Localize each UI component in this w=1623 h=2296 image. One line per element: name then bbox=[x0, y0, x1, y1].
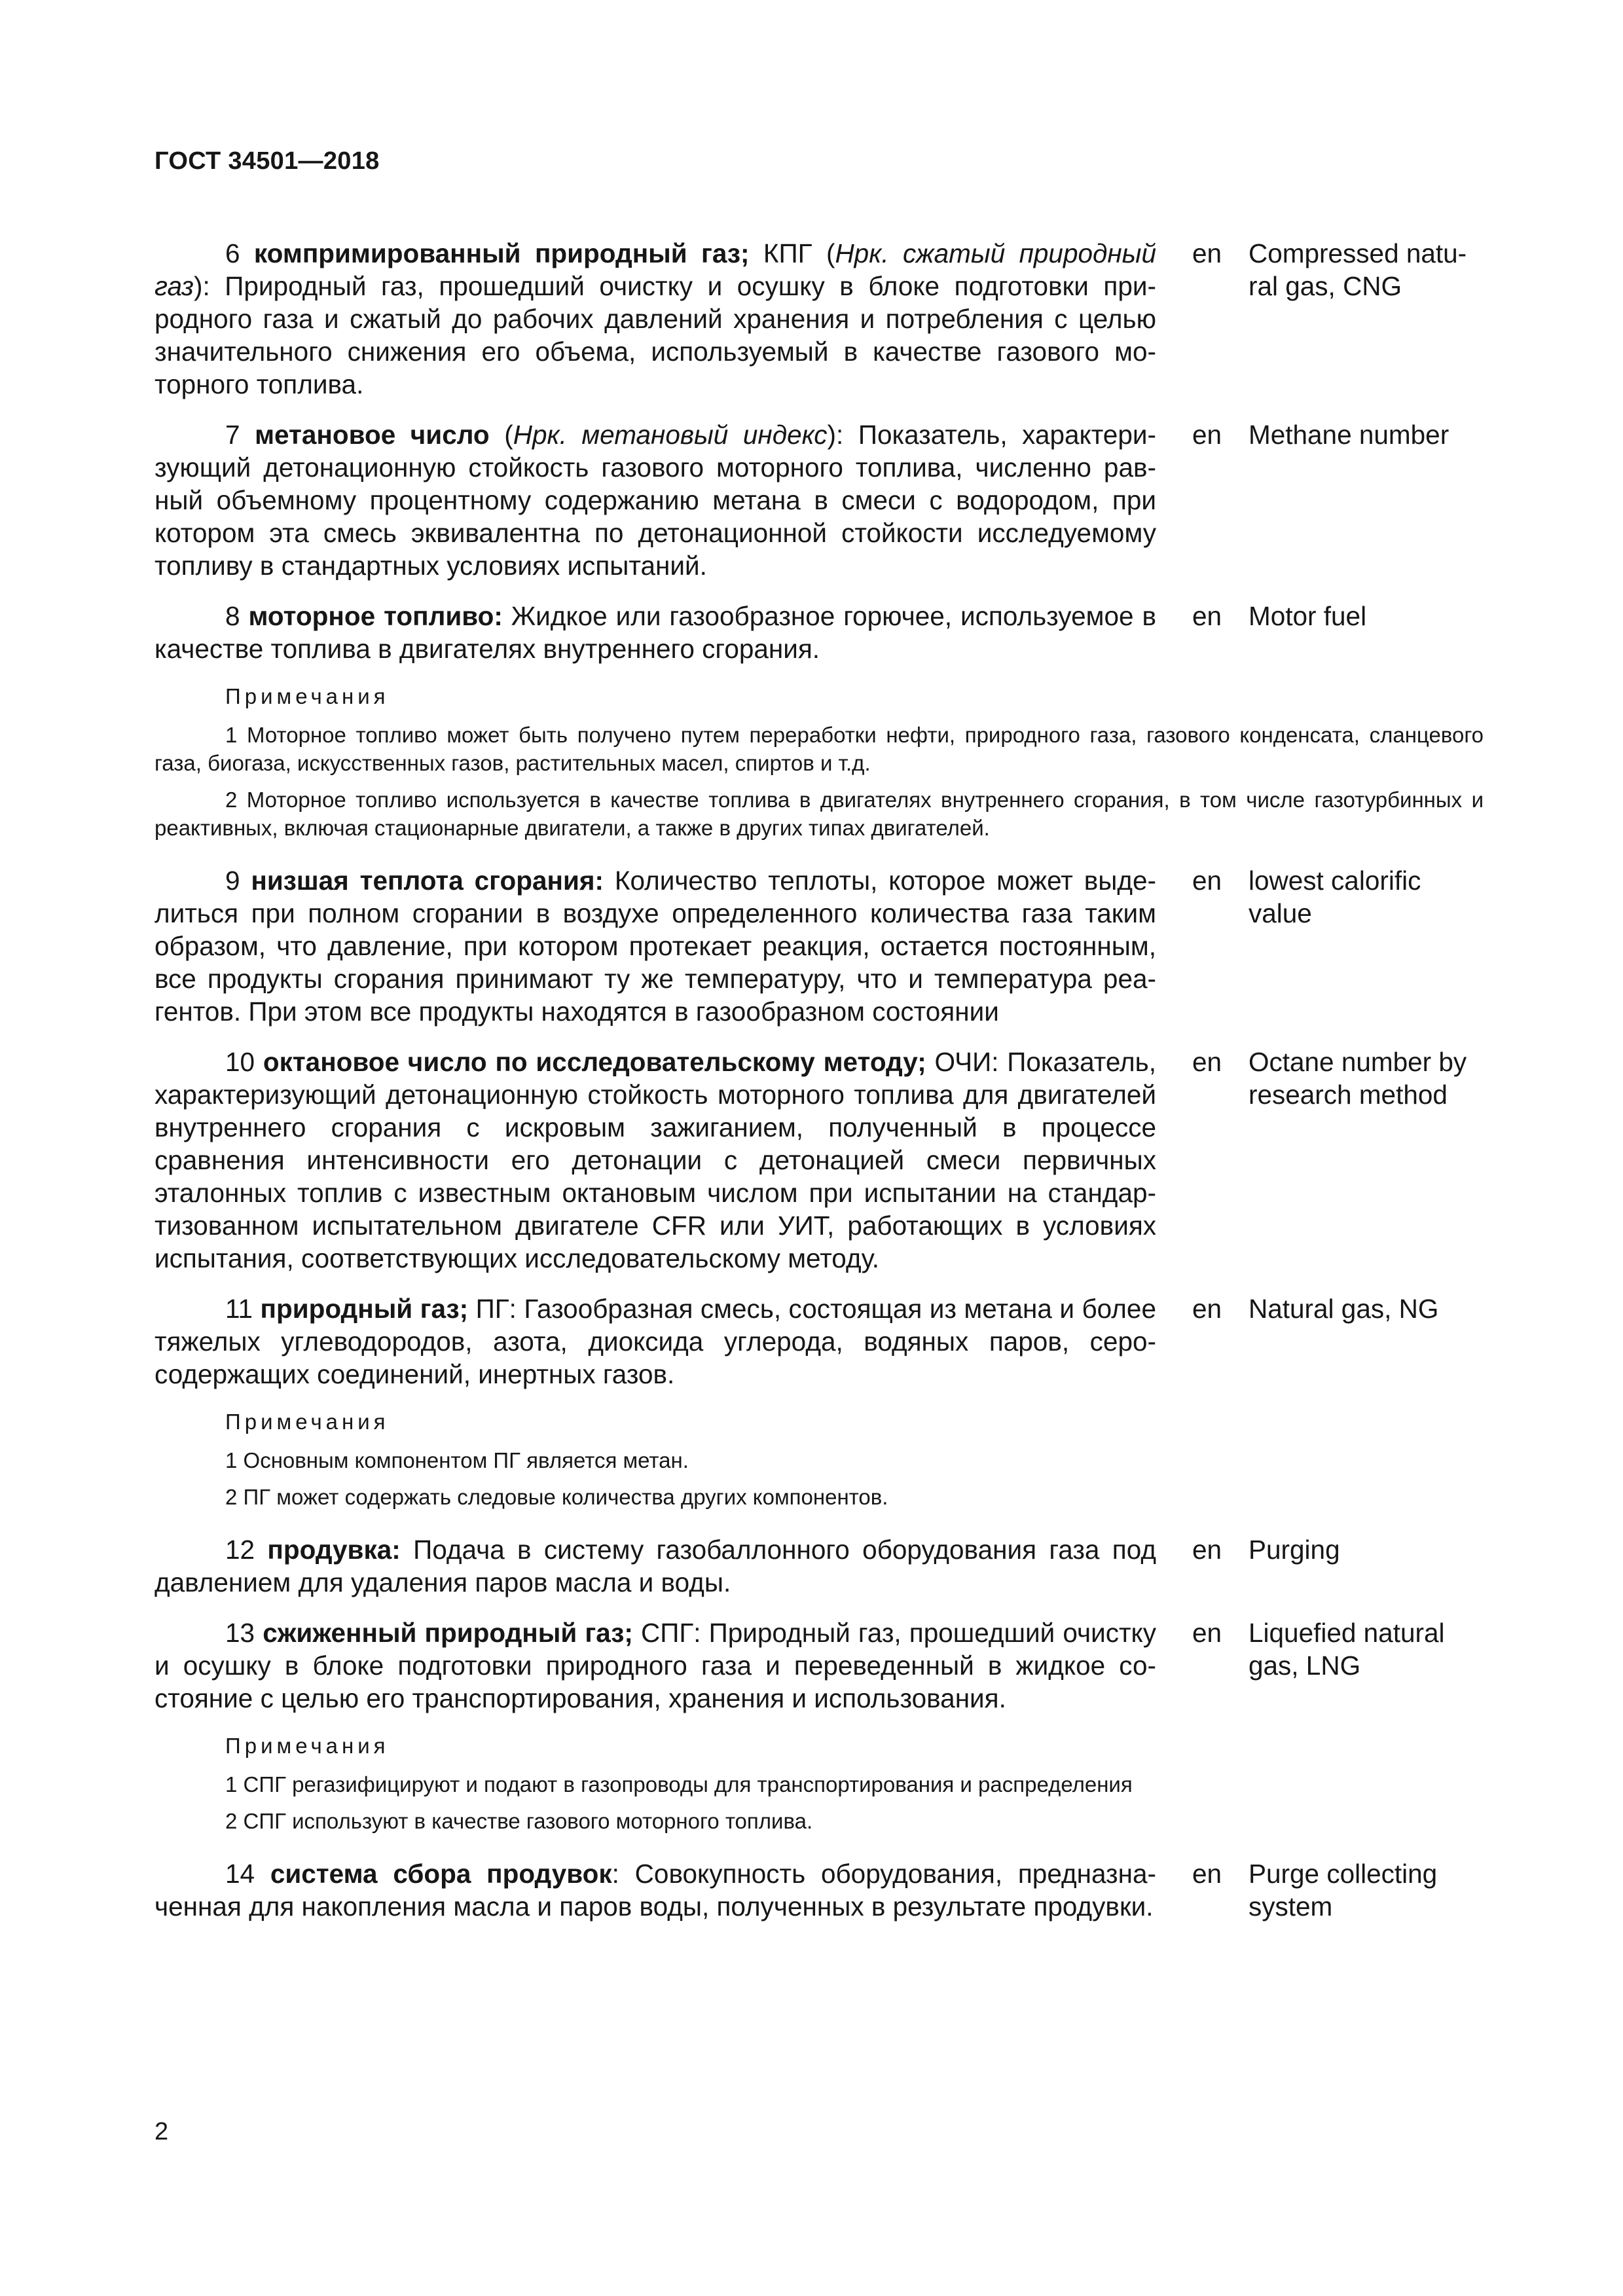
term-number: 10 bbox=[225, 1047, 255, 1077]
note-item: 2 ПГ может содержать следовые количества других компонентов. bbox=[225, 1485, 888, 1509]
document-id: ГОСТ 34501—2018 bbox=[155, 147, 380, 175]
term-lang: en bbox=[1192, 238, 1222, 268]
term-number: 7 bbox=[225, 420, 240, 450]
term-entry-12 bbox=[155, 1533, 1484, 1599]
term-def-text: Количество теплоты, которое может выделиться при полном сгорании в воздухе определенного количества газа таким образом, что давление, при котором протекает реакция, остается постоянным, все продукты сгорания принимают ту же температуру, что и температура реагентов. При этом все продукты находятся в газообразном состоянии bbox=[155, 866, 1156, 1027]
notes-block-8 bbox=[155, 683, 1484, 842]
term-name: метановое число bbox=[255, 420, 490, 450]
term-entry-11 bbox=[155, 1292, 1484, 1391]
term-equivalent: Purge collecting system bbox=[1249, 1859, 1438, 1922]
terms-content bbox=[155, 237, 1484, 1941]
term-definition bbox=[155, 1616, 1156, 1715]
term-lang: en bbox=[1192, 1294, 1222, 1324]
term-def-text: : Совокупность оборудования, предназначенная для накопления масла и паров воды, полученных в результате продувки. bbox=[155, 1859, 1156, 1922]
term-lang: en bbox=[1192, 601, 1222, 631]
term-def-text: ОЧИ: Показатель, характеризующий детонационную стойкость моторного топлива для двигателей внутреннего сгорания с искровым зажиганием, полученный в процессе сравнения интенсивности его детонации с детонацией смеси первичных эталонных топлив с известным октановым числом при испытании на стандартизованном испытательном двигателе CFR или УИТ, работающих в условиях испытания, соответствующих исследовательскому методу. bbox=[155, 1047, 1156, 1273]
term-entry-7 bbox=[155, 418, 1484, 582]
note-item: 1 Моторное топливо может быть получено путем переработки нефти, природного газа, газового конденсата, сланцевого газа, биогаза, искусственных газов, растительных масел, спиртов и т.д. bbox=[155, 723, 1484, 775]
notes-heading: Примечания bbox=[225, 684, 390, 708]
term-entry-8 bbox=[155, 600, 1484, 665]
term-lang: en bbox=[1192, 1047, 1222, 1077]
term-def-text: Подача в систему газобаллонного оборудования газа под давлением для удаления паров масла и воды. bbox=[155, 1535, 1156, 1597]
term-equivalent: Motor fuel bbox=[1249, 601, 1367, 631]
term-def-text: СПГ: Природный газ, прошедший очистку и осушку в блоке подготовки природного газа и переведенный в жидкое состояние с целью его транспортирования, хранения и использования. bbox=[155, 1618, 1156, 1713]
term-name: компримированный природный газ; bbox=[253, 238, 750, 268]
term-equivalent: lowest calorific value bbox=[1249, 866, 1421, 928]
notes-heading: Примечания bbox=[225, 1410, 390, 1434]
notes-block-13 bbox=[155, 1732, 1484, 1835]
term-number: 11 bbox=[225, 1294, 253, 1324]
term-number: 13 bbox=[225, 1618, 255, 1648]
term-definition bbox=[155, 1857, 1156, 1923]
term-equivalent: Natural gas, NG bbox=[1249, 1294, 1439, 1324]
term-lang: en bbox=[1192, 1859, 1222, 1889]
term-definition bbox=[155, 1533, 1156, 1599]
term-entry-14 bbox=[155, 1857, 1484, 1923]
term-number: 9 bbox=[225, 866, 240, 896]
term-alt: Нрк. метановый индекс bbox=[513, 420, 828, 450]
term-equivalent: Purging bbox=[1249, 1535, 1340, 1565]
term-lang: en bbox=[1192, 866, 1222, 896]
note-item: 2 Моторное топливо используется в качестве топлива в двигателях внутреннего сгорания, в том числе газотурбинных и реактивных, включая стационарные двигатели, а также в других типах двигателей. bbox=[155, 788, 1484, 840]
term-lang: en bbox=[1192, 1535, 1222, 1565]
page-number: 2 bbox=[155, 2118, 169, 2145]
term-alt: Нрк. сжатый природный газ bbox=[155, 238, 1156, 301]
term-name: октановое число по исследовательскому методу; bbox=[263, 1047, 926, 1077]
term-entry-9 bbox=[155, 864, 1484, 1028]
term-definition bbox=[155, 864, 1156, 1028]
term-equivalent: Liquefied natural gas, LNG bbox=[1249, 1618, 1445, 1681]
term-abbrev: КПГ ( bbox=[749, 238, 835, 268]
term-equivalent: Methane number bbox=[1249, 420, 1450, 450]
term-entry-13 bbox=[155, 1616, 1484, 1715]
term-number: 12 bbox=[225, 1535, 255, 1565]
term-name: природный газ; bbox=[260, 1294, 469, 1324]
notes-block-11 bbox=[155, 1408, 1484, 1511]
notes-heading: Примечания bbox=[225, 1734, 390, 1758]
term-definition bbox=[155, 237, 1156, 401]
term-definition bbox=[155, 418, 1156, 582]
term-definition bbox=[155, 1292, 1156, 1391]
term-name: система сбора продувок bbox=[270, 1859, 612, 1889]
note-item: 2 СПГ используют в качестве газового моторного топлива. bbox=[225, 1809, 813, 1833]
term-lang: en bbox=[1192, 420, 1222, 450]
term-number: 14 bbox=[225, 1859, 255, 1889]
term-definition bbox=[155, 600, 1156, 665]
term-definition bbox=[155, 1046, 1156, 1275]
term-def-text: ): Показатель, характеризующий детонационную стойкость газового моторного топлива, численно равный объемному процентному содержанию метана в смеси с водородом, при котором эта смесь эквивалентна по детонационной стойкости исследуемому топливу в стандартных условиях испытаний. bbox=[155, 420, 1156, 581]
term-name: продувка: bbox=[267, 1535, 401, 1565]
term-def-text: Жидкое или газообразное горючее, используемое в качестве топлива в двигателях внутреннего сгорания. bbox=[155, 601, 1156, 664]
term-def-text: ПГ: Газообразная смесь, состоящая из метана и более тяжелых углеводородов, азота, диоксида углерода, водяных паров, серосодержащих соединений, инертных газов. bbox=[155, 1294, 1156, 1389]
term-name: моторное топливо: bbox=[248, 601, 503, 631]
note-item: 1 СПГ регазифицируют и подают в газопроводы для транспортирования и распределения bbox=[225, 1772, 1133, 1796]
term-entry-6 bbox=[155, 237, 1484, 401]
note-item: 1 Основным компонентом ПГ является метан. bbox=[225, 1448, 689, 1472]
term-equivalent: Compressed natural gas, CNG bbox=[1249, 238, 1467, 301]
term-name: сжиженный природный газ; bbox=[263, 1618, 633, 1648]
term-entry-10 bbox=[155, 1046, 1484, 1275]
term-name: низшая теплота сгорания: bbox=[251, 866, 604, 896]
term-def-text: ): Природный газ, прошедший очистку и осушку в блоке подготовки природного газа и сжатый до рабочих давлений хранения и потребления с целью значительного снижения его объема, используемый в качестве газового моторного топлива. bbox=[155, 271, 1156, 399]
term-number: 6 bbox=[225, 238, 240, 268]
term-lang: en bbox=[1192, 1618, 1222, 1648]
term-abbrev: ( bbox=[489, 420, 513, 450]
term-equivalent: Octane number by research method bbox=[1249, 1047, 1467, 1110]
term-number: 8 bbox=[225, 601, 240, 631]
